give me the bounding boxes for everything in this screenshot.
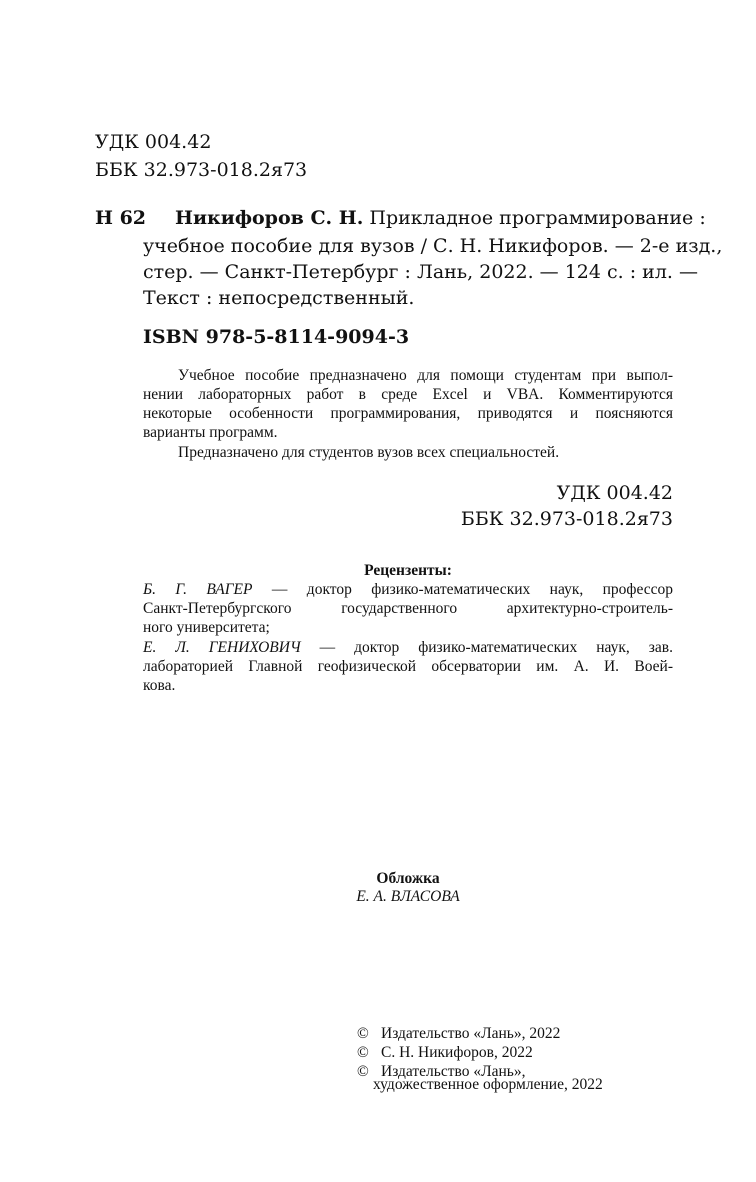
annotation-line-2: нении лабораторных работ в среде Excel и VBA. Комментируются [143,386,673,403]
copyright-3-line-1: Издательство «Лань», [381,1063,526,1080]
entry-title: Прикладное программирование : [369,207,706,229]
top-udk: УДК 004.42 [95,131,212,153]
bottom-bbk: ББК 32.973-018.2я73 [460,508,673,530]
top-bbk: ББК 32.973-018.2я73 [95,159,308,181]
entry-line-2: учебное пособие для вузов / С. Н. Никифоров. — 2-е изд., [143,235,723,257]
entry-line-3: стер. — Санкт-Петербург : Лань, 2022. — 124 с. : ил. — [143,261,698,283]
reviewers-heading: Рецензенты: [364,562,452,579]
copyright-symbol-3: © [357,1063,369,1080]
copyright-1: Издательство «Лань», 2022 [381,1025,561,1042]
reviewer-2-line-3: кова. [143,677,176,694]
cover-designer: Е. А. ВЛАСОВА [356,888,460,905]
entry-author: Никифоров С. Н. [175,207,364,229]
annotation-line-4: варианты программ. [143,424,278,441]
copyright-2: С. Н. Никифоров, 2022 [381,1044,533,1061]
reviewer-2-line-1 [143,638,673,657]
reviewer-1-line-2: Санкт-Петербургского государственного архитектурно-строитель- [143,600,673,617]
reviewer-2-name: Е. Л. ГЕНИХОВИЧ [143,639,301,656]
copyright-symbol-1: © [357,1025,369,1042]
author-mark: Н 62 [95,207,147,229]
reviewer-1-line-3: ного университета; [143,619,270,636]
isbn: ISBN 978-5-8114-9094-3 [143,326,410,348]
annotation-line-1: Учебное пособие предназначено для помощи студентам при выпол- [178,367,673,384]
reviewer-2-line-2: лабораторией Главной геофизической обсерватории им. А. И. Воей- [143,658,673,675]
copyright-3-line-2: художественное оформление, 2022 [373,1076,603,1093]
entry-line-4: Текст : непосредственный. [143,287,415,309]
annotation-line-3: некоторые особенности программирования, приводятся и поясняются [143,405,673,422]
reviewer-2-desc: — доктор физико-математических наук, зав. [300,639,673,656]
reviewer-1-name: Б. Г. ВАГЕР [143,581,253,598]
cover-heading: Обложка [376,870,440,887]
annotation-line-5: Предназначено для студентов вузов всех специальностей. [178,444,560,461]
reviewer-1-desc: — доктор физико-математических наук, профессор [252,581,673,598]
entry-line-1 [175,204,706,232]
bottom-udk: УДК 004.42 [556,482,673,504]
reviewer-1-line-1 [143,580,673,599]
copyright-symbol-2: © [357,1044,369,1061]
